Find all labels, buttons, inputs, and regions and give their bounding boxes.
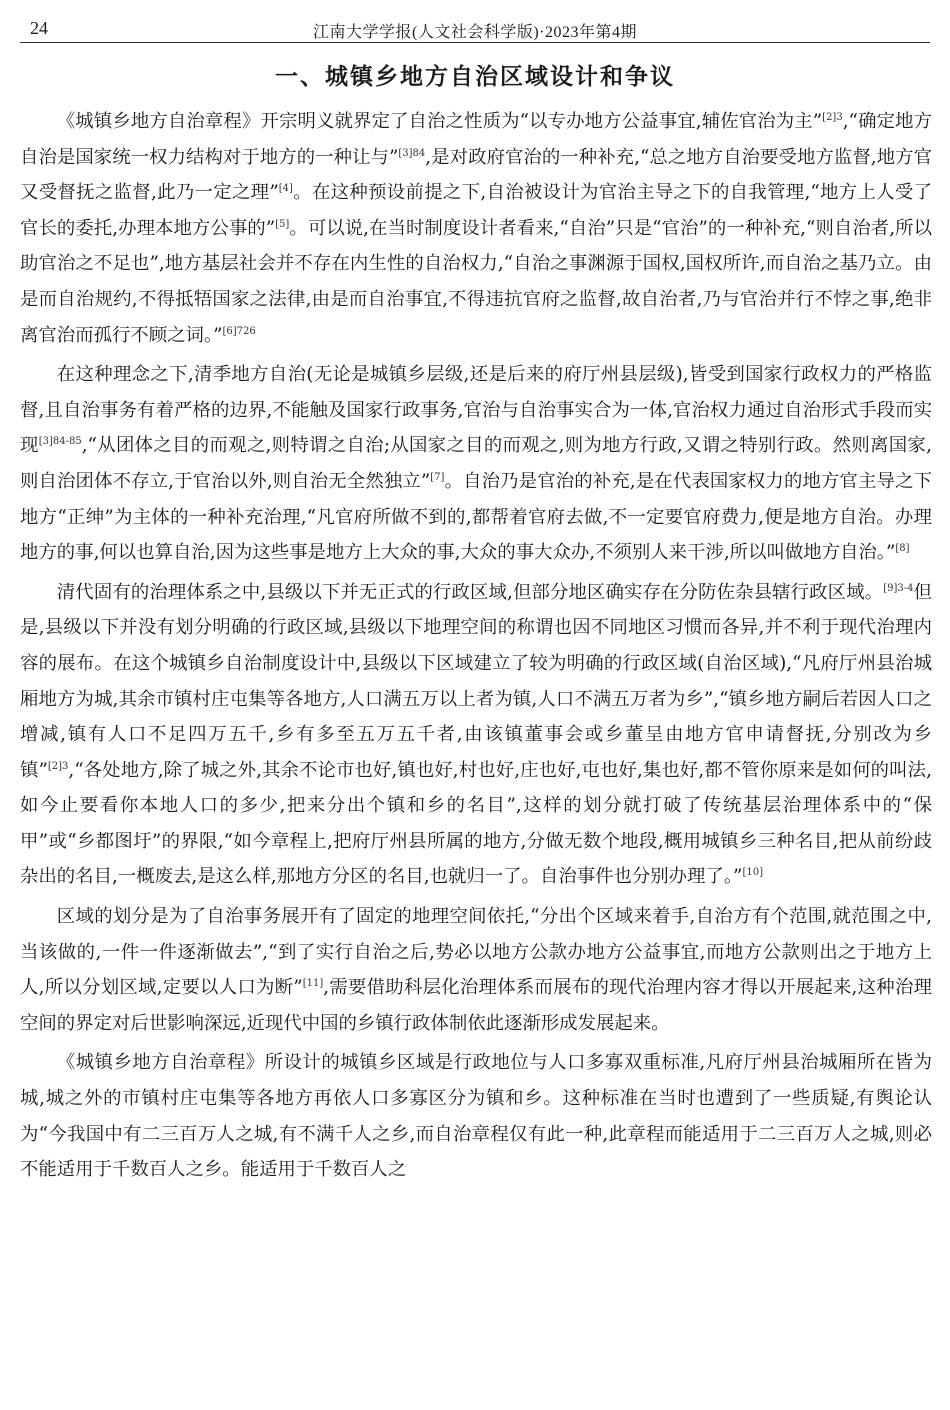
article-body [20, 104, 932, 1188]
text-run: ,“各处地方,除了城之外,其余不论市也好,镇也好,村也好,庄也好,屯也好,集也好,都不管你原来是如何的叫法,如今止要看你本地人口的多少,把来分出个镇和乡的名目”,这样的划分就打破了传统基层治理体系中的“保甲”或“乡都图圩”的界限,“如今章程上,把府厅州县所属的地方,分做无数个地段,概用城镇乡三种名目,把从前纷歧杂出的名目,一概废去,是这么样,那地方分区的名目,也就归一了。自治事件也分别办理了。” [20, 759, 932, 888]
text-run: 《城镇乡地方自治章程》开宗明义就界定了自治之性质为“以专办地方公益事宜,辅佐官治为主” [56, 111, 823, 132]
citation-ref: [4] [278, 183, 293, 195]
paragraph-3 [20, 575, 932, 895]
text-run: 在这种理念之下,清季地方自治(无论是城镇乡层级,还是后来的府厅州县层级),皆受到国家行政权力的严格监督,且自治事务有着严格的边界,不能触及国家行政事务,官治与自治事实合为一体,官治权力通过自治形式手段而实现 [20, 364, 932, 457]
citation-ref: [5] [275, 218, 290, 230]
text-run: ,“确定地方自治是国家统一权力结构对于地方的一种让与” [20, 111, 932, 168]
paragraph-5 [20, 1045, 932, 1187]
citation-ref: [8] [895, 543, 910, 555]
citation-ref: [6]726 [222, 325, 256, 337]
text-run: ,“从团体之目的而观之,则特谓之自治;从国家之目的而观之,则为地方行政,又谓之特别行政。然则离国家,则自治团体不存立,于官治以外,则自治无全然独立” [20, 435, 932, 492]
citation-ref: [9]3-4 [883, 582, 914, 594]
citation-ref: [7] [430, 471, 445, 483]
citation-ref: [3]84 [398, 147, 426, 159]
paragraph-2 [20, 357, 932, 571]
text-run: ,需要借助科层化治理体系而展布的现代治理内容才得以开展起来,这种治理空间的界定对后世影响深远,近现代中国的乡镇行政体制依此逐渐形成发展起来。 [20, 977, 932, 1034]
paragraph-1 [20, 104, 932, 353]
citation-ref: [11] [302, 978, 324, 990]
citation-ref: [3]84-85 [38, 436, 82, 448]
text-run: 清代固有的治理体系之中,县级以下并无正式的行政区域,但部分地区确实存在分防佐杂县辖行政区域。 [56, 581, 884, 603]
section-heading: 一、城镇乡地方自治区域设计和争议 [275, 63, 675, 90]
text-run: 。在这种预设前提之下,自治被设计为官治主导之下的自我管理,“地方上人受了官长的委托,办理本地方公事的” [20, 182, 932, 239]
page-number: 24 [30, 18, 48, 38]
journal-title: 江南大学学报(人文社会科学版)·2023年第4期 [313, 24, 637, 41]
text-run: 。自治乃是官治的补充,是在代表国家权力的地方官主导之下地方“正绅”为主体的一种补充治理,“凡官府所做不到的,都帮着官府去做,不一定要官府费力,便是地方自治。办理地方的事,何以也算自治,因为这些事是地方上大众的事,大众的事大众办,不须别人来干涉,所以叫做地方自治。” [20, 470, 932, 564]
text-run: ,是对政府官治的一种补充,“总之地方自治要受地方监督,地方官又受督抚之监督,此乃一定之理” [20, 146, 932, 204]
text-run: 但是,县级以下并没有划分明确的行政区域,县级以下地理空间的称谓也因不同地区习惯而各异,并不利于现代治理内容的展布。在这个城镇乡自治制度设计中,县级以下区域建立了较为明确的行政区域(自治区域),“凡府厅州县治城厢地方为城,其余市镇村庄屯集等各地方,人口满五万以上者为镇,人口不满五万者为乡”,“镇乡地方嗣后若因人口之增减,镇有人口不足四万五千,乡有多至五万五千者,由该镇董事会或乡董呈由地方官申请督抚,分别改为乡镇” [20, 581, 932, 781]
citation-ref: [2]3 [822, 112, 843, 123]
paragraph-4 [20, 899, 932, 1041]
text-run: 区域的划分是为了自治事务展开有了固定的地理空间依托,“分出个区域来着手,自治方有个范围,就范围之中,当该做的,一件一件逐渐做去”,“到了实行自治之后,势必以地方公款办地方公益事宜,而地方公款则出之于地方上人,所以分划区域,定要以人口为断” [20, 906, 932, 999]
text-run: 《城镇乡地方自治章程》所设计的城镇乡区域是行政地位与人口多寡双重标准,凡府厅州县治城厢所在皆为城,城之外的市镇村庄屯集等各地方再依人口多寡区分为镇和乡。这种标准在当时也遭到了一些质疑,有舆论认为“今我国中有二三百万人之城,有不满千人之乡,而自治章程仅有此一种,此章程而能适用于二三百万人之城,则必不能适用于千数百人之乡。能适用于千数百人之 [20, 1052, 932, 1181]
citation-ref: [2]3 [47, 760, 69, 772]
citation-ref: [10] [742, 867, 763, 879]
running-head [20, 8, 930, 43]
text-run: 。可以说,在当时制度设计者看来,“自治”只是“官治”的一种补充,“则自治者,所以助官治之不足也”,地方基层社会并不存在内生性的自治权力,“自治之事渊源于国权,国权所许,而自治之基乃立。由是而自治规约,不得抵牾国家之法律,由是而自治事宜,不得违抗官府之监督,故自治者,乃与官治并行不悖之事,绝非离官治而孤行不顾之词。” [20, 217, 932, 346]
